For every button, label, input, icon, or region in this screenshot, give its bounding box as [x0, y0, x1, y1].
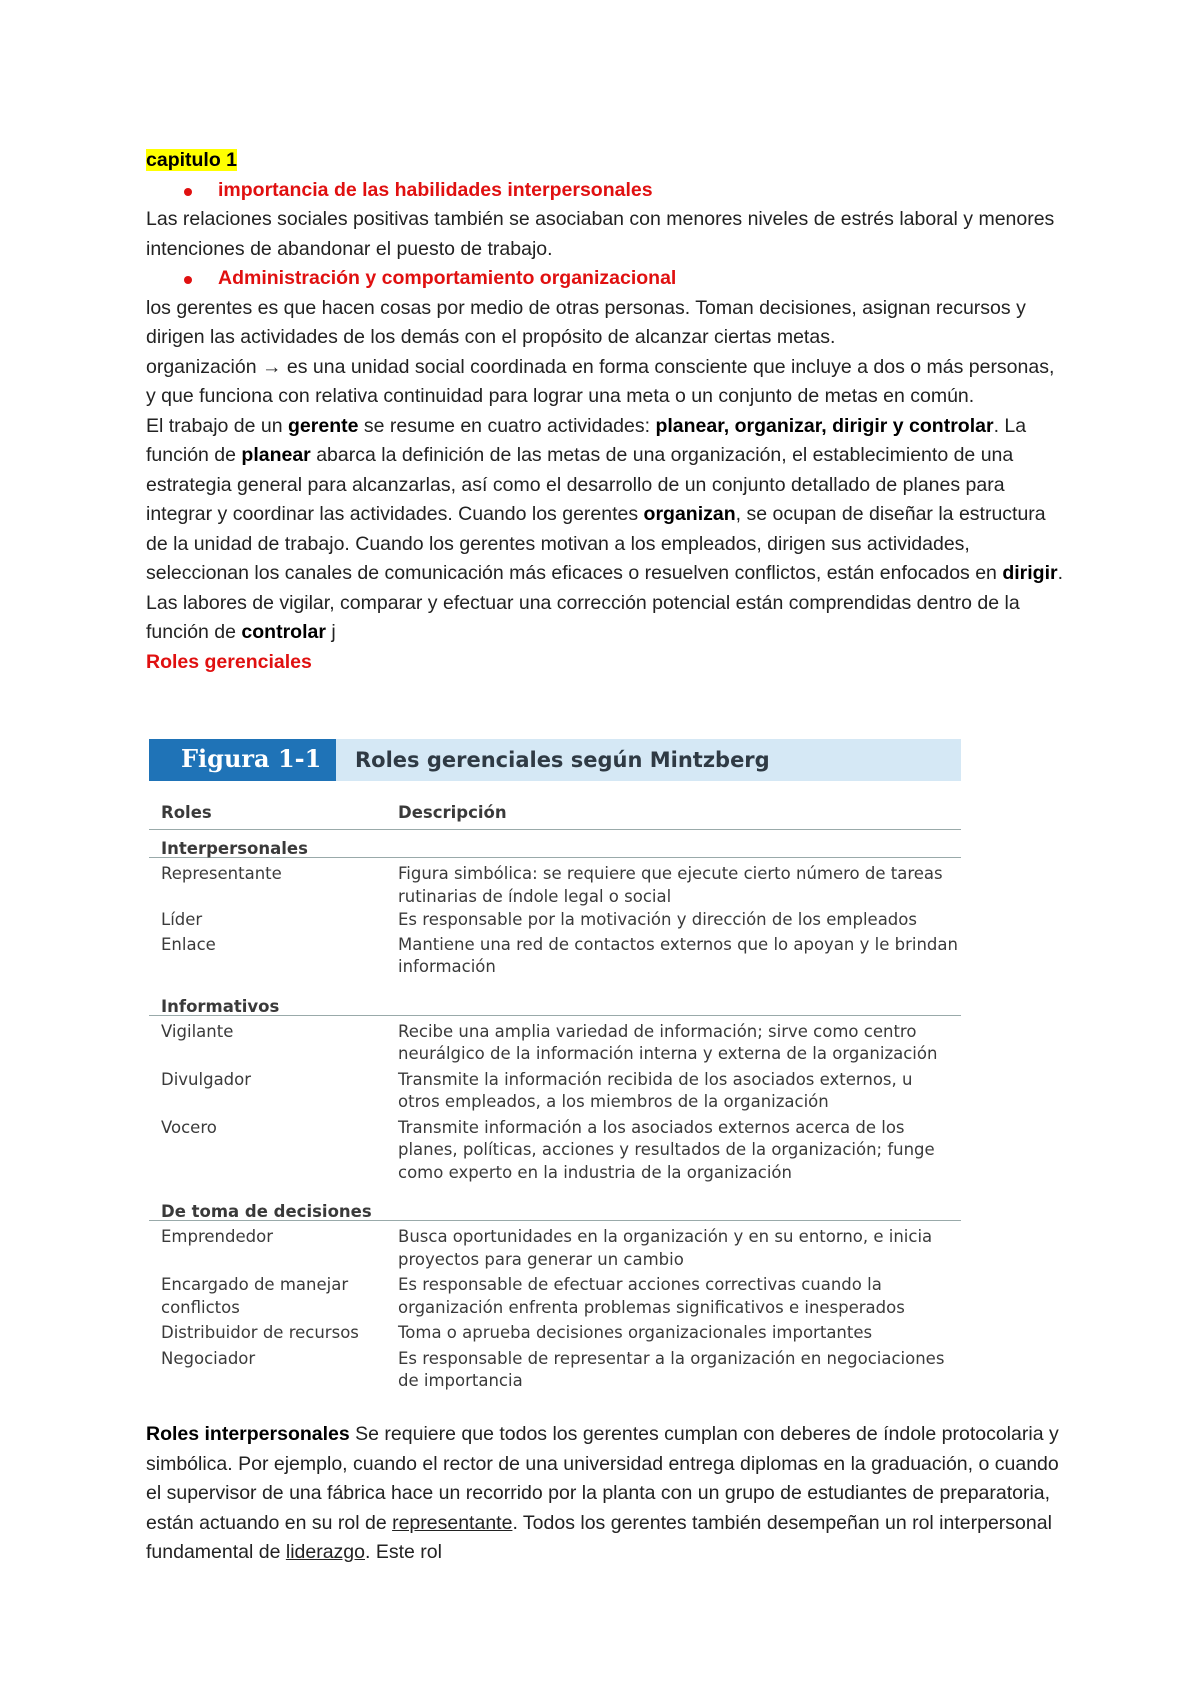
role-description: Es responsable de representar a la organización en negociaciones de importancia — [398, 1348, 945, 1390]
table-row — [149, 1069, 961, 1117]
underlined-term: representante — [392, 1511, 513, 1534]
text-run: . Este rol — [365, 1541, 442, 1563]
role-name: Vigilante — [161, 1021, 234, 1041]
paragraph — [146, 412, 1066, 589]
table-header — [149, 781, 961, 830]
role-description: Transmite la información recibida de los asociados externos, u otros empleados, a los miembros de la organización — [398, 1069, 913, 1111]
bullet-icon — [184, 188, 192, 196]
figure-mintzberg-roles — [149, 739, 961, 1411]
paragraph: los gerentes es que hacen cosas por medio de otras personas. Toman decisiones, asignan recursos y dirigen las actividades de los demás con el propósito de alcanzar ciertas metas. — [146, 296, 1026, 348]
document-body — [146, 146, 1066, 677]
table-row — [149, 1274, 961, 1322]
bold-term: organizan — [643, 503, 736, 525]
role-name: Líder — [161, 910, 203, 929]
column-header-roles: Roles — [161, 803, 212, 822]
bullet-item — [146, 264, 1066, 294]
table-row — [149, 909, 961, 934]
bullet-item — [146, 176, 1066, 206]
table-row — [149, 1021, 961, 1069]
chapter-title: capitulo 1 — [146, 149, 238, 171]
role-name: Vocero — [161, 1117, 217, 1137]
text-run: Se requiere que todos los gerentes cumplan con deberes de índole protocolaria y simbólica. Por ejemplo, cuando el rector de una universidad entrega diplomas en la graduación, o cuando el supervisor de una fábrica hace un recorrido por la planta con un grupo de estudiantes de preparatoria, están actuando en su rol de — [146, 1423, 1059, 1534]
paragraph — [146, 589, 1066, 648]
bold-term: planear, organizar, dirigir y controlar — [655, 414, 994, 437]
role-name: Distribuidor de recursos — [161, 1323, 359, 1342]
table-row — [149, 1117, 961, 1188]
text-run: abarca la definición de las metas de una organización, el establecimiento de una estrategia general para alcanzarlas, así como el desarrollo de un conjunto detallado de planes para integrar y coordinar las actividades. Cuando los gerentes — [146, 444, 1014, 525]
figure-title: Roles gerenciales según Mintzberg — [355, 748, 770, 772]
role-description: Es responsable por la motivación y dirección de los empleados — [398, 910, 917, 929]
role-description: Transmite información a los asociados externos acerca de los planes, políticas, acciones y resultados de la organización; funge como experto en la industria de la organización — [398, 1117, 935, 1182]
role-description: Mantiene una red de contactos externos que lo apoyan y le brindan información — [398, 934, 958, 976]
table-row — [149, 1322, 961, 1348]
bold-term: controlar — [241, 621, 326, 643]
bullet-label: importancia de las habilidades interpersonales — [218, 178, 653, 201]
role-description: Es responsable de efectuar acciones correctivas cuando la organización enfrenta problemas significativos e inesperados — [398, 1275, 905, 1317]
role-description: Toma o aprueba decisiones organizacionales importantes — [398, 1323, 873, 1342]
column-header-description: Descripción — [398, 803, 507, 822]
paragraph: organización → es una unidad social coordinada en forma consciente que incluye a dos o más personas, y que funciona con relativa continuidad para lograr una meta o un conjunto de metas en común. — [146, 355, 1055, 407]
table-row — [149, 1226, 961, 1274]
table-group-header: De toma de decisiones — [149, 1193, 961, 1221]
text-run: El trabajo de un — [146, 414, 289, 437]
text-run: , se ocupan de diseñar la estructura de la unidad de trabajo. Cuando los gerentes motivan a los empleados, dirigen sus actividades, seleccionan los canales de comunicación más eficaces o resuelven conflictos, están enfocados en — [146, 503, 1046, 584]
table-group-header: Informativos — [149, 988, 961, 1016]
text-run: . — [1057, 562, 1064, 584]
role-name: Representante — [161, 864, 282, 883]
text-run: Las labores de vigilar, comparar y efectuar una corrección potencial están comprendidas dentro de la función de — [146, 591, 1020, 643]
role-name: Enlace — [161, 934, 216, 954]
document-body-continued — [146, 1420, 1066, 1568]
text-run: . La función de — [146, 414, 1027, 466]
role-description: Busca oportunidades en la organización y en su entorno, e inicia proyectos para generar un cambio — [398, 1227, 933, 1269]
role-description: Recibe una amplia variedad de información; sirve como centro neurálgico de la información interna y externa de la organización — [398, 1021, 938, 1063]
figure-banner — [149, 739, 961, 781]
role-name: Encargado de manejar conflictos — [161, 1275, 349, 1317]
role-name: Emprendedor — [161, 1227, 273, 1246]
text-run: . Todos los gerentes también desempeñan un rol interpersonal fundamental de — [146, 1511, 1052, 1563]
table-row — [149, 934, 961, 982]
figure-label: Figura 1-1 — [149, 739, 336, 781]
bullet-icon — [184, 276, 192, 284]
role-description: Figura simbólica: se requiere que ejecute cierto número de tareas rutinarias de índole legal o social — [398, 864, 943, 906]
role-name: Negociador — [161, 1348, 256, 1368]
text-run: se resume en cuatro actividades: — [358, 414, 656, 437]
section-heading: Roles gerenciales — [146, 650, 312, 673]
role-name: Divulgador — [161, 1069, 252, 1089]
paragraph: Las relaciones sociales positivas también se asociaban con menores niveles de estrés laboral y menores intenciones de abandonar el puesto de trabajo. — [146, 208, 1055, 260]
table-group-header: Interpersonales — [149, 830, 961, 858]
bold-term: Roles interpersonales — [146, 1423, 350, 1445]
bold-term: gerente — [288, 414, 359, 437]
text-run: j — [325, 621, 336, 643]
bullet-label: Administración y comportamiento organizacional — [218, 267, 677, 289]
underlined-term: liderazgo — [285, 1541, 365, 1563]
table-row — [149, 1348, 961, 1395]
roles-table — [149, 781, 961, 1395]
bold-term: planear — [241, 444, 311, 466]
paragraph — [146, 1420, 1066, 1568]
table-row — [149, 863, 961, 909]
bold-term: dirigir — [1002, 562, 1058, 584]
